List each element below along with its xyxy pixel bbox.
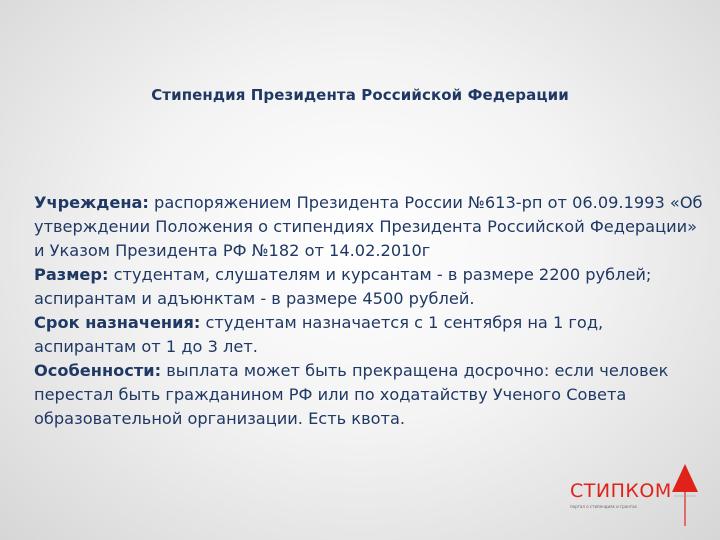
slide-body: [34, 191, 704, 431]
paragraph-text: выплата может быть прекращена досрочно: если человек перестал быть гражданином РФ или по ходатайству Ученого Совета образовательной организации. Есть квота.: [34, 361, 669, 428]
paragraph-amount: [34, 263, 704, 311]
paragraph-label: Особенности:: [34, 361, 162, 380]
logo-tagline: портал о стипендиях и грантах: [570, 504, 637, 509]
paragraph-text: студентам назначается с 1 сентября на 1 год, аспирантам от 1 до 3 лет.: [34, 313, 604, 356]
paragraph-text: распоряжением Президента России №613-рп от 06.09.1993 «Об утверждении Положения о стипендиях Президента Российской Федерации» и Указом Президента РФ №182 от 14.02.2010г: [34, 193, 703, 260]
paragraph-label: Размер:: [34, 265, 109, 284]
paragraph-label: Учреждена:: [34, 193, 149, 212]
logo-mark-icon: [670, 462, 700, 528]
logo-wordmark: СТИПКОМ: [570, 480, 672, 502]
paragraph-term: [34, 311, 704, 359]
paragraph-text: студентам, слушателям и курсантам - в размере 2200 рублей; аспирантам и адъюнктам - в размере 4500 рублей.: [34, 265, 652, 308]
slide-title: Стипендия Президента Российской Федерации: [151, 86, 569, 104]
stipkom-logo: [556, 462, 706, 528]
paragraph-label: Срок назначения:: [34, 313, 201, 332]
paragraph-features: [34, 359, 704, 431]
paragraph-established: [34, 191, 704, 263]
